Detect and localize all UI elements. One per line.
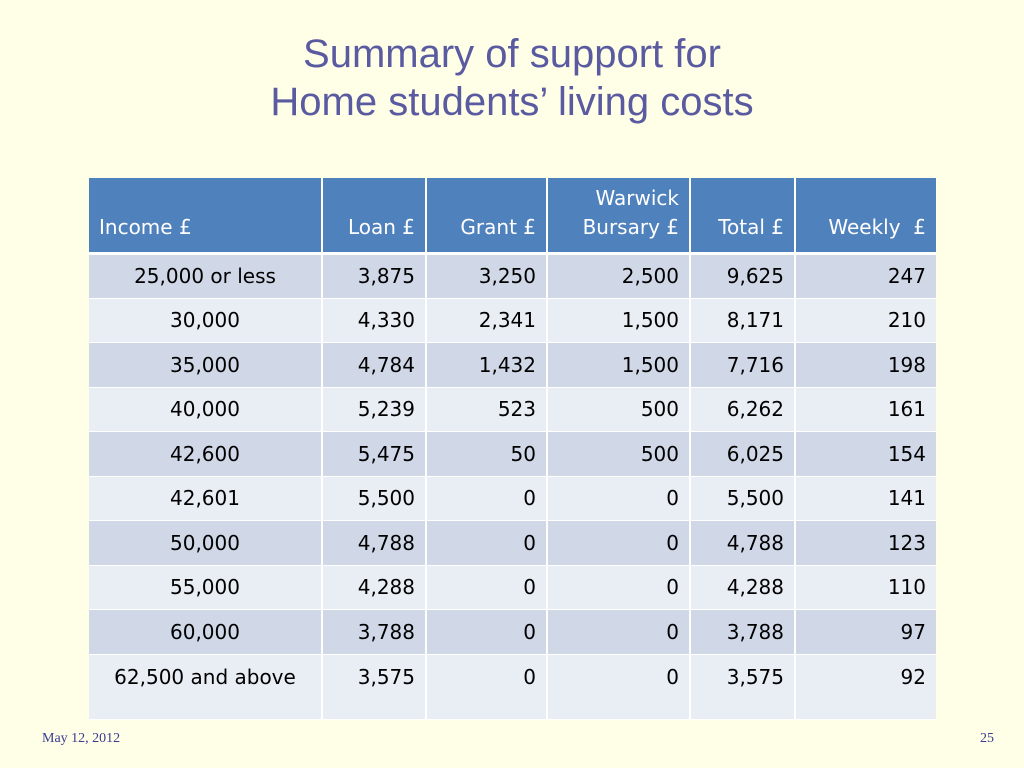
cell-total: 6,025	[690, 432, 795, 477]
cell-weekly: 210	[795, 298, 936, 343]
slide-title-line-1: Summary of support for	[303, 32, 721, 76]
cell-income: 35,000	[89, 343, 322, 388]
table-row	[89, 476, 936, 521]
cell-total: 6,262	[690, 387, 795, 432]
cell-grant: 1,432	[426, 343, 547, 388]
cell-bursary: 500	[547, 432, 690, 477]
table-row	[89, 254, 936, 299]
cell-total: 3,788	[690, 610, 795, 655]
cell-weekly: 123	[795, 521, 936, 566]
cell-weekly: 161	[795, 387, 936, 432]
header-income: Income £	[89, 178, 322, 254]
slide-title	[0, 30, 1024, 126]
cell-income: 42,600	[89, 432, 322, 477]
table-row	[89, 432, 936, 477]
cell-grant: 0	[426, 476, 547, 521]
support-table	[89, 178, 936, 720]
cell-income: 60,000	[89, 610, 322, 655]
cell-total: 4,288	[690, 565, 795, 610]
table-row	[89, 565, 936, 610]
cell-grant: 2,341	[426, 298, 547, 343]
cell-grant: 523	[426, 387, 547, 432]
cell-grant: 3,250	[426, 254, 547, 299]
cell-total: 4,788	[690, 521, 795, 566]
header-bursary	[547, 178, 690, 254]
cell-loan: 3,875	[322, 254, 426, 299]
cell-grant: 0	[426, 654, 547, 719]
slide-page-number: 25	[980, 731, 994, 746]
table-row	[89, 610, 936, 655]
cell-bursary: 0	[547, 521, 690, 566]
cell-weekly: 97	[795, 610, 936, 655]
slide-date: May 12, 2012	[42, 731, 121, 746]
cell-loan: 4,788	[322, 521, 426, 566]
cell-loan: 4,288	[322, 565, 426, 610]
cell-income: 42,601	[89, 476, 322, 521]
cell-bursary: 500	[547, 387, 690, 432]
cell-weekly: 110	[795, 565, 936, 610]
cell-income: 50,000	[89, 521, 322, 566]
cell-bursary: 1,500	[547, 343, 690, 388]
cell-loan: 5,475	[322, 432, 426, 477]
header-bursary-line-1: Warwick	[595, 186, 679, 210]
cell-loan: 5,239	[322, 387, 426, 432]
header-total: Total £	[690, 178, 795, 254]
cell-income: 62,500 and above	[89, 654, 322, 719]
table-row	[89, 387, 936, 432]
cell-total: 8,171	[690, 298, 795, 343]
cell-income: 40,000	[89, 387, 322, 432]
cell-bursary: 2,500	[547, 254, 690, 299]
cell-grant: 50	[426, 432, 547, 477]
cell-total: 3,575	[690, 654, 795, 719]
header-weekly: Weekly £	[795, 178, 936, 254]
cell-weekly: 141	[795, 476, 936, 521]
cell-weekly: 198	[795, 343, 936, 388]
slide-title-line-2: Home students’ living costs	[270, 80, 754, 124]
cell-grant: 0	[426, 610, 547, 655]
header-loan: Loan £	[322, 178, 426, 254]
table-row	[89, 521, 936, 566]
cell-bursary: 0	[547, 610, 690, 655]
header-bursary-line-2: Bursary £	[582, 215, 679, 239]
cell-loan: 4,784	[322, 343, 426, 388]
cell-loan: 3,788	[322, 610, 426, 655]
table-row	[89, 343, 936, 388]
cell-loan: 3,575	[322, 654, 426, 719]
cell-weekly: 154	[795, 432, 936, 477]
cell-loan: 4,330	[322, 298, 426, 343]
cell-income: 55,000	[89, 565, 322, 610]
cell-total: 7,716	[690, 343, 795, 388]
cell-grant: 0	[426, 565, 547, 610]
header-grant: Grant £	[426, 178, 547, 254]
cell-bursary: 0	[547, 476, 690, 521]
cell-weekly: 92	[795, 654, 936, 719]
table-header-row	[89, 178, 936, 254]
cell-bursary: 0	[547, 654, 690, 719]
cell-bursary: 0	[547, 565, 690, 610]
cell-bursary: 1,500	[547, 298, 690, 343]
table-row	[89, 298, 936, 343]
cell-weekly: 247	[795, 254, 936, 299]
table-row	[89, 654, 936, 719]
cell-income: 25,000 or less	[89, 254, 322, 299]
cell-total: 5,500	[690, 476, 795, 521]
cell-total: 9,625	[690, 254, 795, 299]
cell-grant: 0	[426, 521, 547, 566]
cell-income: 30,000	[89, 298, 322, 343]
cell-loan: 5,500	[322, 476, 426, 521]
